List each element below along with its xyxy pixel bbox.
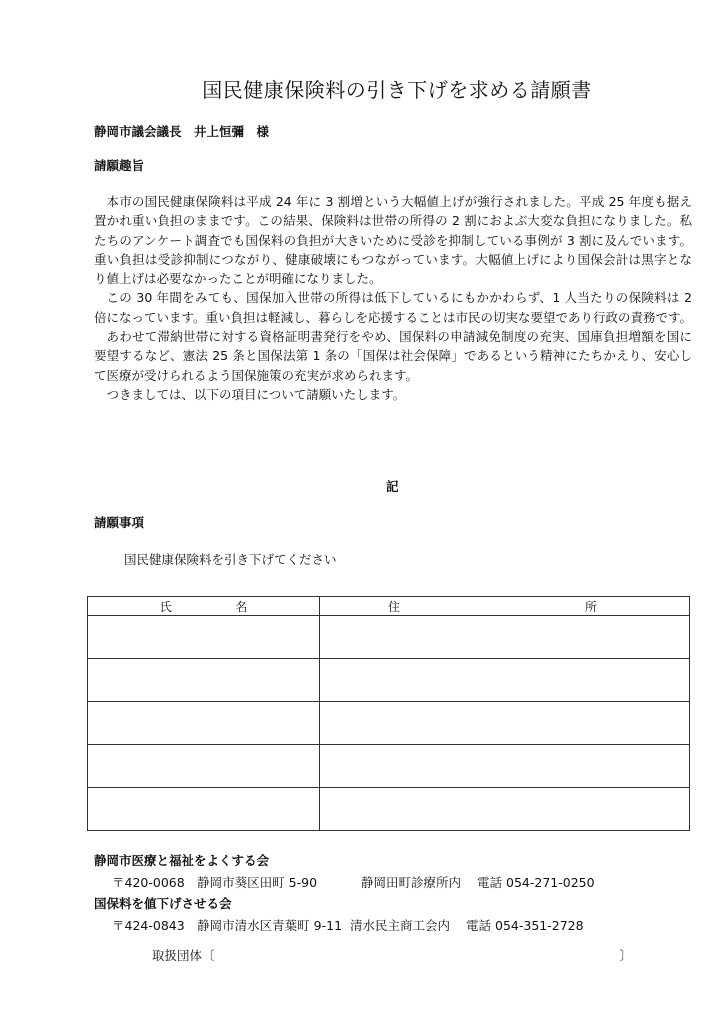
signature-row	[88, 616, 690, 659]
name-cell[interactable]	[88, 659, 320, 702]
handling-close: 〕	[619, 948, 632, 963]
request-item: 国民健康保険料を引き下げてください	[124, 552, 337, 567]
address-cell[interactable]	[320, 616, 690, 659]
org-phone: 電話 054-351-2728	[466, 917, 584, 933]
name-cell[interactable]	[88, 616, 320, 659]
signature-row	[88, 745, 690, 788]
name-header-char: 氏	[159, 599, 172, 614]
name-cell[interactable]	[88, 788, 320, 831]
org-contact	[94, 915, 595, 937]
org-office: 静岡田町診療所内	[361, 874, 462, 890]
page-title: 国民健康保険料の引き下げを求める請願書	[202, 78, 592, 102]
org-address: 〒420-0068 静岡市葵区田町 5-90	[112, 874, 318, 890]
body-paragraph: つきましては、以下の項目について請願いたします。	[106, 386, 406, 402]
body-paragraph: この 30 年間をみても、国保加入世帯の所得は低下しているにもかかわらず、1 人当たりの保険料は 2 倍になっています。重い負担は軽減し、暮らしを応援することは市民の切実な要望であり行政の責務です。	[94, 290, 693, 325]
ki-mark: 記	[386, 479, 399, 494]
org-address: 〒424-0843 静岡市清水区青葉町 9-11	[112, 917, 343, 933]
address-column-header	[320, 597, 690, 616]
signature-table	[87, 596, 690, 831]
org-phone: 電話 054-271-0250	[477, 874, 595, 890]
address-cell[interactable]	[320, 702, 690, 745]
addressee: 静岡市議会議長 井上恒彌 様	[94, 124, 270, 139]
name-cell[interactable]	[88, 745, 320, 788]
petition-body	[94, 192, 692, 404]
address-cell[interactable]	[320, 788, 690, 831]
org-contact	[94, 872, 595, 894]
name-column-header	[88, 597, 320, 616]
signature-row	[88, 659, 690, 702]
signature-row	[88, 702, 690, 745]
handling-label: 取扱団体〔	[152, 948, 215, 963]
body-paragraph: 本市の国民健康保険料は平成 24 年に 3 割増という大幅値上げが強行されました。平成 25 年度も据え置かれ重い負担のままです。この結果、保険料は世帯の所得の 2 割におよぶ大変な負担になりました。私たちのアンケート調査でも国保料の負担が大きいために受診を抑制している事例が 3 割に及んでいます。重い負担は受診抑制につながり、健康破壊にもつながっています。大幅値上げにより国保会計は黒字となり値上げは必要なかったことが明確になりました。	[94, 194, 692, 287]
organizations	[94, 850, 595, 936]
address-cell[interactable]	[320, 745, 690, 788]
org-office: 清水民主商工会内	[350, 917, 451, 933]
address-header-char: 所	[584, 599, 597, 614]
name-cell[interactable]	[88, 702, 320, 745]
body-paragraph: あわせて滞納世帯に対する資格証明書発行をやめ、国保料の申請減免制度の充実、国庫負担増額を国に要望するなど、憲法 25 条と国保法第 1 条の「国保は社会保障」であるという精神にたちかえり、安心して医療が受けられるよう国保施策の充実が求められます。	[94, 329, 692, 383]
signature-row	[88, 788, 690, 831]
address-cell[interactable]	[320, 659, 690, 702]
org-name: 国保料を値下げさせる会	[94, 896, 232, 911]
name-header-char: 名	[235, 599, 248, 614]
address-header-char: 住	[388, 599, 401, 614]
items-heading: 請願事項	[94, 515, 145, 530]
summary-heading: 請願趣旨	[94, 158, 145, 173]
table-header-row	[88, 597, 690, 616]
handling-organization	[152, 946, 632, 964]
org-name: 静岡市医療と福祉をよくする会	[94, 853, 270, 868]
